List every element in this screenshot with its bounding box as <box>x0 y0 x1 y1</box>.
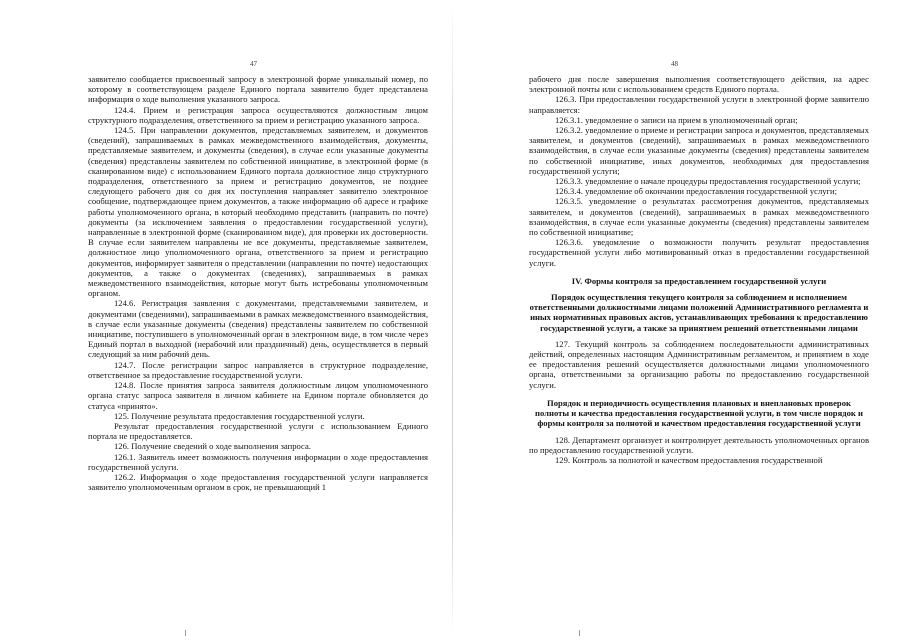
paragraph: Результат предоставления государственной услуги с использованием Единого портала не предоставляется. <box>88 420 428 442</box>
paragraph: 126.2. Информация о ходе предоставления государственной услуги направляется заявителю уполномоченным органом в срок, не превышающий 1 <box>88 471 428 493</box>
paragraph: 124.4. Прием и регистрация запроса осуществляются должностным лицом структурного подразделения, ответственного за прием и регистрацию указанного запроса. <box>88 104 428 125</box>
left-page <box>0 0 452 640</box>
paragraph: 129. Контроль за полнотой и качеством предоставления государственной <box>555 454 823 465</box>
paragraph: 126.3. При предоставлении государственной услуги в электронной форме заявителю направляется: <box>529 94 869 115</box>
page-edge-mark <box>185 630 186 636</box>
paragraph: 125. Получение результата предоставления государственной услуги. <box>114 410 365 421</box>
paragraph: 124.7. После регистрации запрос направляется в структурное подразделение, ответственное за предоставление государственной услуги. <box>88 359 428 380</box>
page-number: 47 <box>250 60 257 68</box>
section-heading: IV. Формы контроля за предоставлением государственной услуги <box>571 275 827 286</box>
paragraph: 126.3.1. уведомление о записи на прием в уполномоченный орган; <box>555 114 798 125</box>
page-edge-mark <box>579 630 580 636</box>
paragraph: 124.6. Регистрация заявления с документами, представляемыми заявителем, и документами (сведениями), запрашиваемыми в рамках межведомственного взаимодействия, в случае если указанные документы (сведения) представлены заявителем по собственной инициативе, поступившего в уполномоченный орган в электронном виде, в том числе через Единый портал в выходной (нерабочий или праздничный) день, осуществляется в первый следующий за ним рабочий день. <box>88 298 428 360</box>
subsection-heading: Порядок осуществления текущего контроля за соблюдением и исполнением ответственными должностными лицами положений Административного регламента и иных нормативных правовых актов, устанавливающих требования к предоставлению государственной услуги, а также за принятием решений ответственными лицами <box>529 292 869 333</box>
paragraph: заявителю сообщается присвоенный запросу в электронной форме уникальный номер, по которому в соответствующем разделе Единого портала заявителю будет представлена информация о ходе выполнения указанного запроса. <box>88 74 428 105</box>
paragraph: 126.3.6. уведомление о возможности получить результат предоставления государственной услуги либо мотивированный отказ в предоставлении государственной услуги. <box>529 237 869 268</box>
paragraph: 126.3.4. уведомление об окончании предоставления государственной услуги; <box>555 186 838 197</box>
paragraph: 126. Получение сведений о ходе выполнения запроса. <box>114 441 311 452</box>
paragraph: рабочего дня после завершения выполнения соответствующего действия, на адрес электронной почты или с использованием средств Единого портала. <box>529 74 869 95</box>
page-body <box>529 74 869 465</box>
paragraph: 126.3.2. уведомление о приеме и регистрации запроса и документов, представляемых заявителем, и документов (сведений), запрашиваемых в рамках межведомственного взаимодействия, в случае если указанные документы (сведения) представлены заявителем по собственной инициативе, иных документов, необходимых для предоставления государственной услуги; <box>529 125 869 176</box>
paragraph: 126.1. Заявитель имеет возможность получения информации о ходе предоставления государственной услуги. <box>88 451 428 472</box>
paragraph: 127. Текущий контроль за соблюдением последовательности административных действий, определенных настоящим Административным регламентом, и принятием в ходе ее предоставления решений осуществляется должностными лицами уполномоченного органа, ответственными за организацию работы по предоставлению государственной услуги. <box>529 338 869 390</box>
paragraph: 124.5. При направлении документов, представляемых заявителем, и документов (сведений), запрашиваемых в рамках межведомственного взаимодействия, документы, представляемые заявителем, и документы (сведения), в случае если указанные документы (сведения) представлены заявителем по собственной инициативе, в электронной форме (в сканированном виде) с использованием Единого портала должностное лицо структурного подразделения, ответственного за прием и регистрацию документов, не позднее следующего рабочего дня со дня их поступления направляет заявителю электронное сообщение, подтверждающее прием документов, а также информацию об адресе и графике работы уполномоченного органа, в который необходимо представить (направить по почте) документы (за исключением заявления о предоставлении государственной услуги), направленные в электронной форме (сканированном виде), для проверки их достоверности. В случае если заявителем направлены не все документы, представляемые заявителем, должностное лицо уполномоченного органа, ответственного за прием и регистрацию документов, информирует заявителя о представлении (направлении по почте) недостающих документов, а также о документах (сведениях), запрашиваемых в рамках межведомственного взаимодействия, которые могут быть истребованы уполномоченным органом. <box>88 125 428 299</box>
paragraph: 126.3.5. уведомление о результатах рассмотрения документов, представляемых заявителем, и документов (сведений), запрашиваемых в рамках межведомственного взаимодействия, в случае если указанные документы (сведения) представлены заявителем по собственной инициативе; <box>529 196 869 238</box>
subsection-heading: Порядок и периодичность осуществления плановых и внеплановых проверок полноты и качества предоставления государственной услуги, в том числе порядок и формы контроля за полнотой и качеством предоставления государственной услуги <box>535 397 863 429</box>
page-number: 48 <box>671 60 678 68</box>
paragraph: 124.8. После принятия запроса заявителя должностным лицом уполномоченного органа статус запроса заявителя в личном кабинете на Едином портале обновляется до статуса «принято». <box>88 380 428 411</box>
page-body <box>88 74 428 492</box>
right-page <box>453 0 905 640</box>
paragraph: 126.3.3. уведомление о начале процедуры предоставления государственной услуги; <box>555 176 861 187</box>
paragraph: 128. Департамент организует и контролирует деятельность уполномоченных органов по предоставлению государственной услуги. <box>529 434 869 455</box>
